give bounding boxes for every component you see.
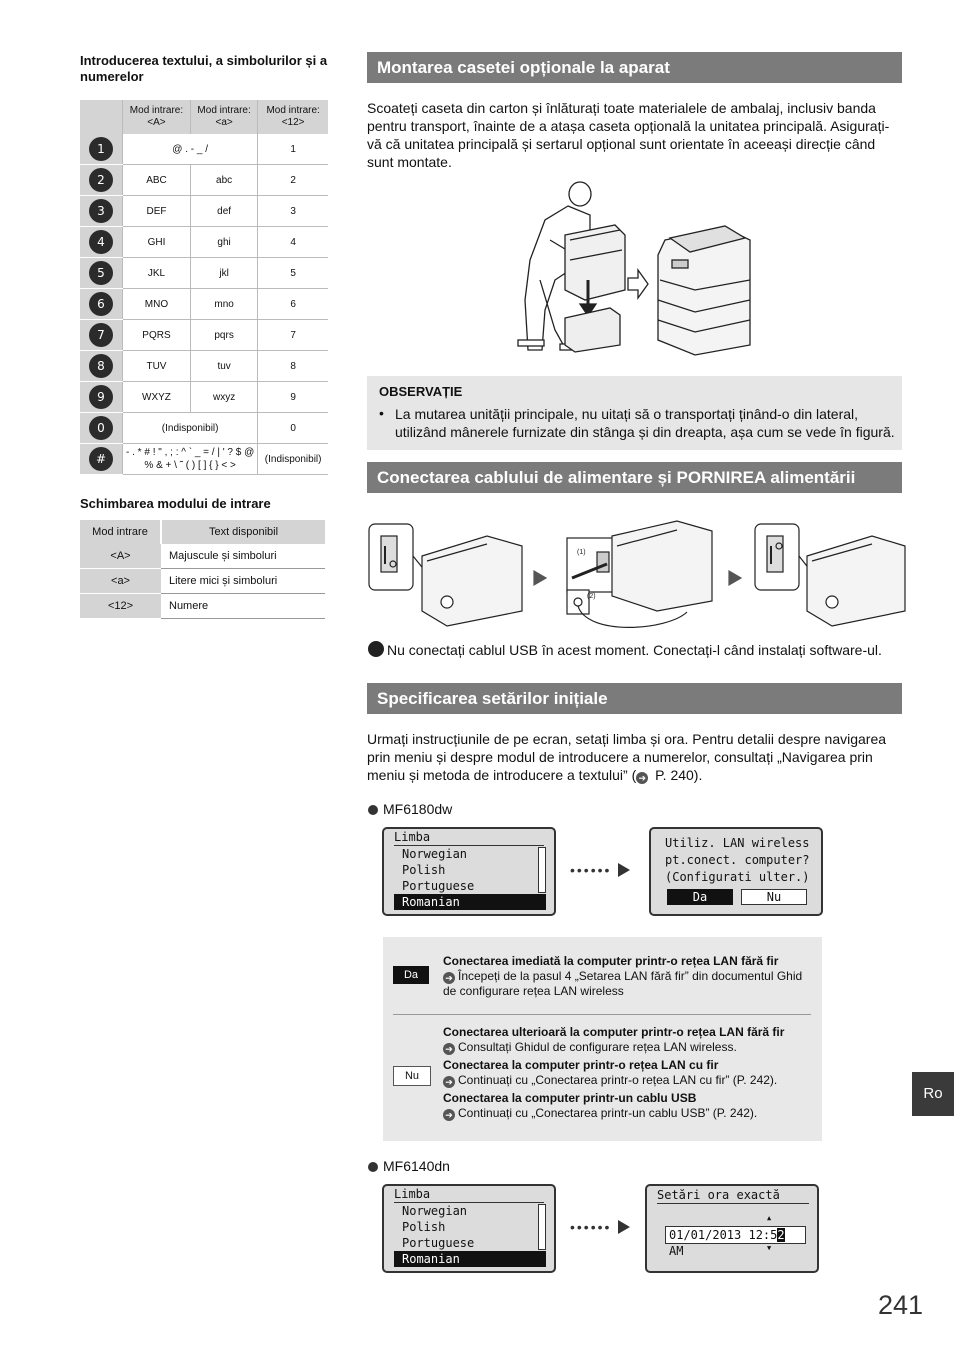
key-3-icon: 3 (89, 199, 113, 223)
scrollbar[interactable] (538, 1204, 546, 1250)
screen-title: Limba (394, 1187, 431, 1201)
arrow-right-circle-icon: ➔ (443, 1109, 455, 1121)
arrow-right-icon (618, 1220, 630, 1234)
time-cursor: 2 (777, 1228, 785, 1242)
mode-table (80, 520, 325, 619)
note-box (367, 376, 902, 450)
label-2: (2) (587, 593, 596, 600)
table-row: 6 MNO mno 6 (80, 289, 328, 320)
list-item[interactable]: Polish (402, 1220, 446, 1234)
yes-button[interactable]: Da (667, 889, 733, 905)
key-header-A: Mod intrare: <A> (123, 100, 191, 134)
table-row: 4 GHI ghi 4 (80, 227, 328, 258)
bullet-icon (368, 805, 378, 815)
arrow-right-circle-icon: ➔ (443, 1076, 455, 1088)
key-header-a: Mod intrare: <a> (190, 100, 257, 134)
label-1: (1) (577, 549, 586, 556)
key-8-icon: 8 (89, 354, 113, 378)
table-row: 9 WXYZ wxyz 9 (80, 382, 328, 413)
initial-paragraph: Urmați instrucțiunile de pe ecran, setați limba și ora. Pentru detalii despre navigarea prin meniu și despre modul de introducere a numerelor, consultați „Navigarea prin meniu și metoda de introducere a textului” ( ➔ P. 240). (367, 731, 887, 783)
bullet-icon (368, 1162, 378, 1172)
options-box: Da Conectarea imediată la computer printr-o rețea LAN fără fir ➔ Începeți de la pasul 4 „Setarea LAN fără fir” din documentul Ghid de configurare rețea LAN wireless Nu Conectarea ulterioară la computer printr-o rețea LAN fără fir ➔ Consultați Ghidul de configurare rețea LAN wireless. Conectarea la computer printr-o rețea LAN cu fir ➔ Continuați cu „Conectarea printr-o rețea LAN cu fir” (P. 242). Conectarea la computer printr-un cablu USB ➔ Continuați cu „Conectarea printr-un cablu USB” (P. 242). (383, 937, 822, 1141)
key-9-icon: 9 (89, 385, 113, 409)
da-title: Conectarea imediată la computer printr-o rețea LAN fără fir (443, 954, 779, 968)
list-item-selected[interactable]: Romanian (394, 894, 546, 910)
key-table-title: Introducerea textului, a simbolurilor și a numerelor (80, 53, 328, 84)
time-screen (645, 1184, 819, 1273)
table-row: 7 PQRS pqrs 7 (80, 320, 328, 351)
section-title-cassette: Montarea casetei opționale la aparat (367, 52, 902, 83)
reference-arrow-icon: ➔ (636, 772, 648, 784)
table-row: 2 ABC abc 2 (80, 165, 328, 196)
arrow-right-circle-icon: ➔ (443, 972, 455, 984)
note-title: OBSERVAȚIE (379, 384, 463, 399)
model-mf6140dn: MF6140dn (383, 1158, 450, 1174)
table-row: # - . * # ! " , ; : ^ ` _ = / | ' ? $ @ % & + \ ˜ ( ) [ ] { } < > (Indisponibil) (80, 444, 328, 475)
arrow-right-circle-icon: ➔ (443, 1043, 455, 1055)
key-0-icon: 0 (89, 416, 113, 440)
language-tab: Ro (912, 1072, 954, 1116)
no-button[interactable]: Nu (741, 889, 807, 905)
screen-title: Limba (394, 830, 431, 844)
option-label-nu: Nu (393, 1066, 431, 1086)
scrollbar[interactable] (538, 847, 546, 893)
table-row: 1 @ . - _ / 1 (80, 134, 328, 165)
power-illustration (367, 516, 907, 641)
table-row: <12> Numere (80, 594, 325, 619)
list-item[interactable]: Norwegian (402, 847, 468, 861)
section-title-initial: Specificarea setărilor inițiale (367, 683, 902, 714)
key-5-icon: 5 (89, 261, 113, 285)
usb-warning: Nu conectați cablul USB în acest moment. Conectați-l când instalați software-ul. (387, 642, 882, 658)
cassette-paragraph: Scoateți caseta din carton și înlăturați toate materialele de ambalaj, inclusiv banda pentru transport, înainte de a atașa caseta opțională la unitatea principală. Asigurați-vă că unitatea principală și sertarul opțional sunt orientate în aceeași direcție când sunt montate. (367, 100, 890, 170)
list-item[interactable]: Norwegian (402, 1204, 468, 1218)
da-text: ➔ Începeți de la pasul 4 „Setarea LAN fără fir” din documentul Ghid de configurare rețea LAN wireless (443, 969, 803, 998)
key-input-table (80, 100, 328, 475)
key-4-icon: 4 (89, 230, 113, 254)
key-2-icon: 2 (89, 168, 113, 192)
list-item[interactable]: Portuguese (402, 879, 475, 893)
mode-header: Mod intrare (80, 520, 161, 544)
key-7-icon: 7 (89, 323, 113, 347)
key-header-12: Mod intrare: <12> (258, 100, 328, 134)
list-item[interactable]: Portuguese (402, 1236, 475, 1250)
list-item[interactable]: Polish (402, 863, 446, 877)
up-arrow-icon: ▲ (767, 1214, 772, 1222)
arrow-right-icon (618, 863, 630, 877)
note-text: La mutarea unității principale, nu uitați să o transportați ținând-o din lateral, utilizând mânerele furnizate din stânga și din dreapta, așa cum se vede în figură. (395, 406, 895, 440)
key-hash-icon: # (89, 447, 113, 471)
page-number: 241 (878, 1290, 924, 1320)
key-6-icon: 6 (89, 292, 113, 316)
table-row: 3 DEF def 3 (80, 196, 328, 227)
section-title-power: Conectarea cablului de alimentare și PORNIREA alimentării (367, 462, 902, 493)
down-arrow-icon: ▼ (767, 1244, 772, 1252)
table-row: 0 (Indisponibil) 0 (80, 413, 328, 444)
language-screen-2 (382, 1184, 556, 1273)
note-bullet: • (379, 405, 384, 421)
model-mf6180dw: MF6180dw (383, 801, 453, 817)
warning-hand-icon (368, 641, 384, 657)
time-input[interactable]: 01/01/2013 12:52 AM (665, 1226, 806, 1244)
language-screen (382, 827, 556, 916)
table-row: 8 TUV tuv 8 (80, 351, 328, 382)
text-header: Text disponibil (161, 520, 325, 544)
screen-title: Setări ora exactă (657, 1188, 780, 1202)
table-row: 5 JKL jkl 5 (80, 258, 328, 289)
option-label-da: Da (393, 966, 429, 984)
cassette-illustration (510, 180, 760, 360)
mode-table-title: Schimbarea modului de intrare (80, 496, 271, 511)
list-item-selected[interactable]: Romanian (394, 1251, 546, 1267)
table-row: <A> Majuscule și simboluri (80, 544, 325, 569)
wlan-screen: Utiliz. LAN wireless pt.conect. computer? (Configurati ulter.) Da Nu (649, 827, 823, 916)
table-row: <a> Litere mici și simboluri (80, 569, 325, 594)
key-1-icon: 1 (89, 137, 113, 161)
